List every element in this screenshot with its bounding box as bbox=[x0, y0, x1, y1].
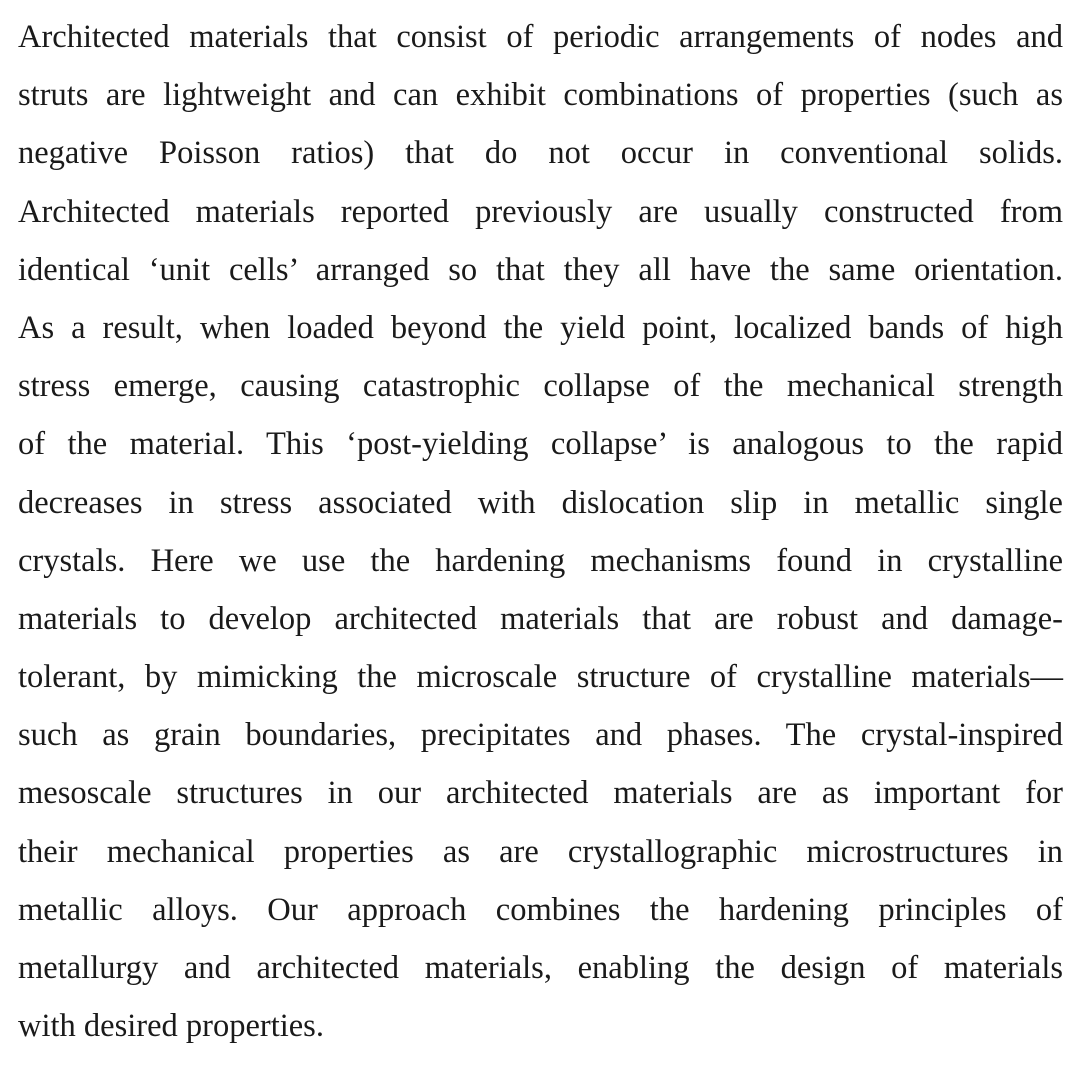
text-line: such as grain boundaries, precipitates and phases. The crystal-inspired bbox=[18, 717, 1063, 754]
text-line: stress emerge, causing catastrophic collapse of the mechanical strength bbox=[18, 368, 1063, 405]
text-line: metallurgy and architected materials, enabling the design of materials bbox=[18, 950, 1063, 986]
text-line: Architected materials that consist of periodic arrangements of nodes and bbox=[18, 19, 1063, 55]
text-line: their mechanical properties as are crystallographic microstructures in bbox=[18, 833, 1063, 870]
text-line: crystals. Here we use the hardening mechanisms found in crystalline bbox=[18, 542, 1063, 579]
text-line: decreases in stress associated with dislocation slip in metallic single bbox=[18, 484, 1063, 521]
text-line: materials to develop architected materials that are robust and damage- bbox=[18, 600, 1063, 637]
text-line: metallic alloys. Our approach combines the hardening principles of bbox=[18, 891, 1063, 928]
abstract-paragraph bbox=[18, 8, 1063, 1055]
text-line: Architected materials reported previously are usually constructed from bbox=[18, 193, 1063, 230]
text-line: tolerant, by mimicking the microscale structure of crystalline materials— bbox=[18, 659, 1063, 696]
text-line: identical ‘unit cells’ arranged so that they all have the same orientation. bbox=[18, 251, 1063, 288]
text-line: negative Poisson ratios) that do not occur in conventional solids. bbox=[18, 135, 1063, 172]
text-line: of the material. This ‘post-yielding collapse’ is analogous to the rapid bbox=[18, 426, 1063, 463]
text-line: mesoscale structures in our architected materials are as important for bbox=[18, 775, 1063, 812]
text-line: struts are lightweight and can exhibit combinations of properties (such as bbox=[18, 77, 1063, 114]
text-line: with desired properties. bbox=[18, 1008, 324, 1045]
text-line: As a result, when loaded beyond the yield point, localized bands of high bbox=[18, 309, 1063, 346]
